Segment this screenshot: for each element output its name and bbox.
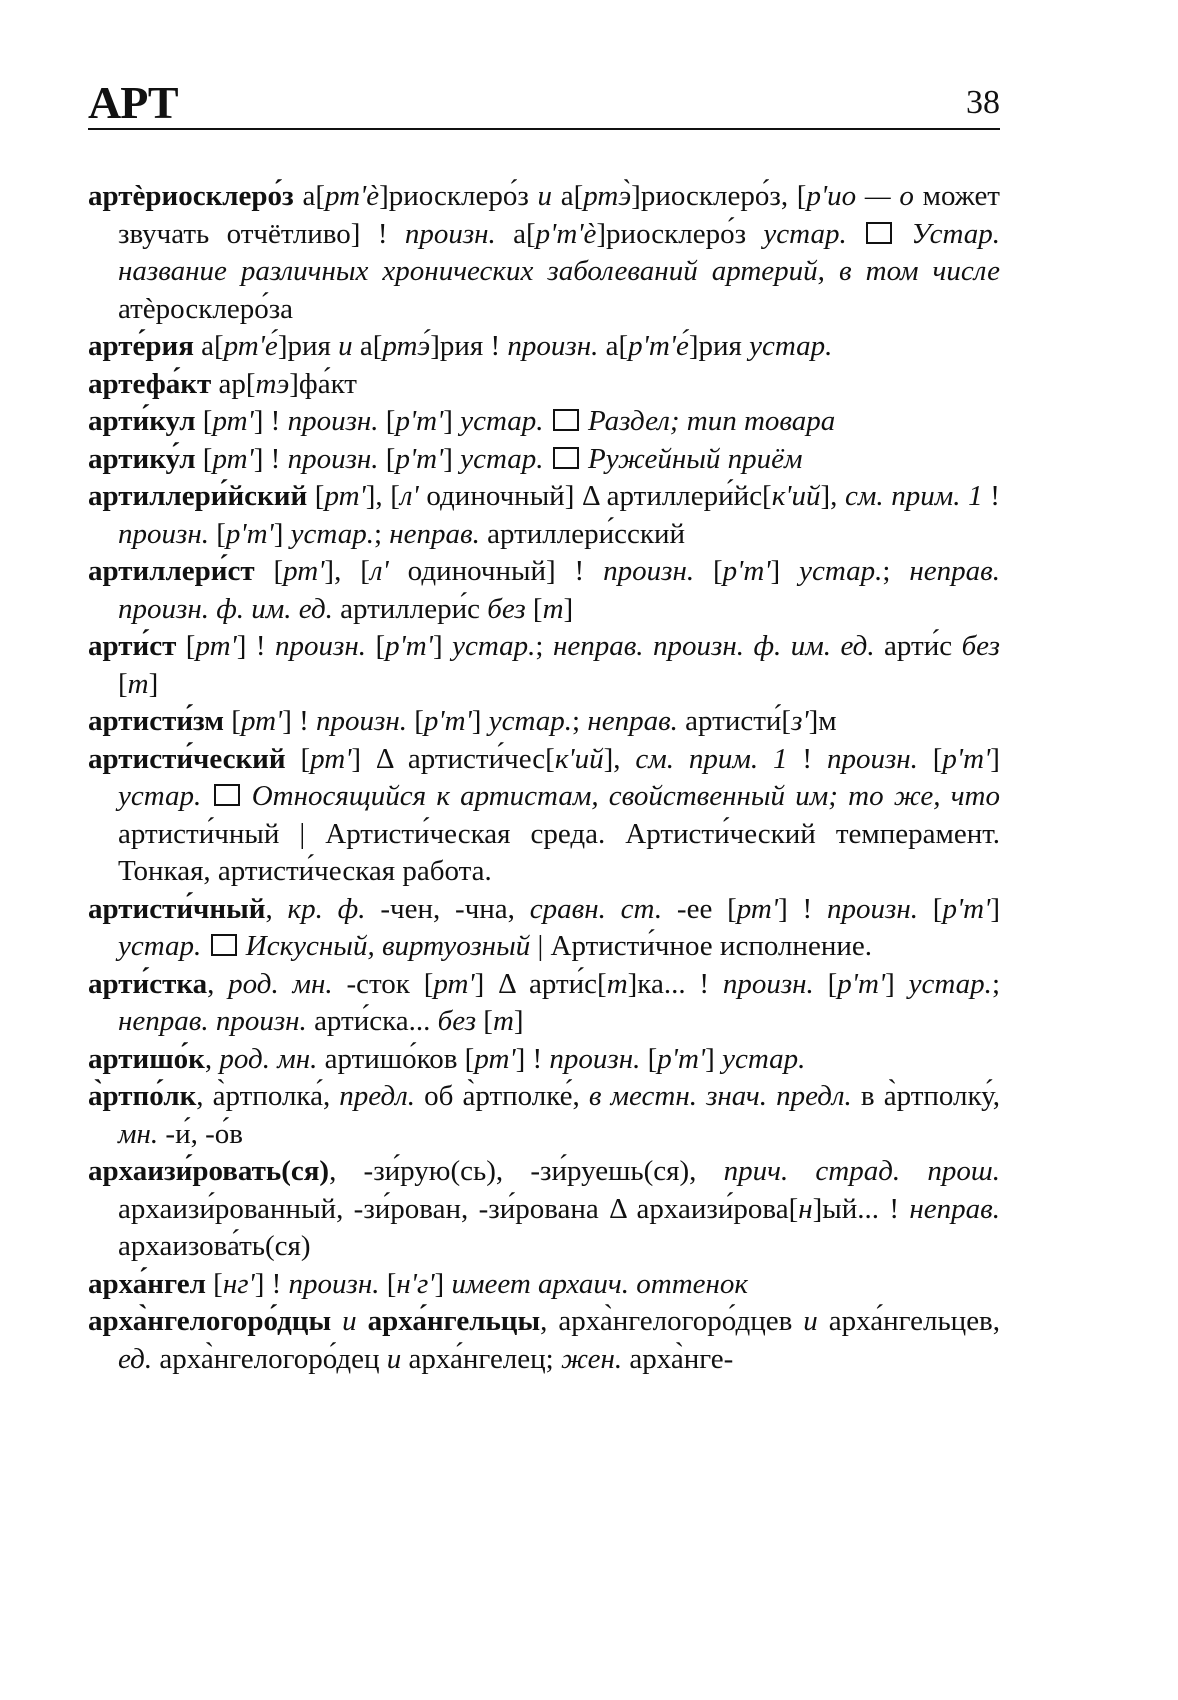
dictionary-entry — [88, 328, 1000, 366]
italic-label: и — [338, 330, 353, 362]
entry-text: об а̀ртполке́, — [415, 1080, 589, 1112]
entry-text: арха́нгелец; — [401, 1342, 561, 1375]
italic-label: произн. — [507, 330, 599, 362]
entry-text: в а̀ртполку́, — [851, 1080, 1001, 1112]
headword: а̀ртпо́лк — [88, 1080, 197, 1112]
entry-text: -ее [ — [662, 892, 737, 925]
italic-label: Ружейный приём — [588, 442, 803, 475]
entry-text: ]рия — [688, 330, 750, 362]
entry-text: ], — [820, 480, 846, 512]
entry-text: [ — [917, 742, 943, 775]
entry-text: ] — [885, 967, 909, 1000]
dictionary-entry — [88, 553, 1000, 628]
dictionary-entry — [88, 1303, 1000, 1378]
italic-label: устар. — [908, 967, 992, 1000]
italic-label: рт' — [310, 742, 352, 775]
entry-text: [ — [224, 705, 241, 737]
entry-text: арха́нгельцы — [367, 1305, 541, 1337]
entry-text: [ — [917, 892, 943, 925]
italic-label: р'т' — [225, 517, 274, 550]
entry-text: атѐросклеро́за — [118, 292, 294, 325]
entry-text: [ — [195, 405, 213, 437]
italic-label: кр. ф. — [287, 892, 366, 925]
italic-label: тэ — [255, 367, 290, 400]
entry-text: а[ — [352, 330, 383, 362]
italic-label: рт' — [212, 442, 254, 475]
entry-text: ] ! — [515, 1042, 550, 1075]
entry-text: ] — [705, 1042, 723, 1075]
italic-label: нг' — [222, 1267, 255, 1300]
italic-label: Искусный, виртуозный — [245, 930, 531, 962]
entry-text: [ — [254, 555, 284, 587]
italic-label: Устар. название различных хронических заболеваний артерий, в том числе — [118, 217, 1000, 287]
entry-text: артиллери́сский — [479, 517, 686, 550]
entry-text: ] — [513, 1005, 524, 1037]
italic-label: без — [437, 1005, 477, 1037]
entry-text: ]рия — [277, 330, 339, 362]
entry-text: архаизи́рованный, -зи́рован, -зи́рована Δ архаизи́рова[ — [118, 1192, 799, 1225]
italic-label: рт' — [240, 705, 283, 737]
entry-text: ] — [148, 667, 159, 700]
italic-label: сравн. ст. — [529, 892, 663, 925]
italic-label: ртэ́ — [382, 330, 431, 362]
entry-text: а[ — [293, 180, 325, 212]
entry-text: ]риосклеро́з — [596, 217, 764, 250]
headword: арха̀нгелогоро́дцы — [88, 1305, 332, 1337]
entry-text: одиночный] Δ артиллери́йс[ — [418, 480, 772, 512]
entry-text: , — [265, 892, 288, 925]
page-number: 38 — [966, 84, 1000, 121]
italic-label: устар. — [460, 405, 544, 437]
entry-text: ]риосклеро́з, [ — [631, 180, 807, 212]
entry-text: -чен, -чна, — [365, 892, 530, 925]
entry-text: [ — [365, 630, 386, 662]
entry-text: арха́нгельцев, — [817, 1305, 1001, 1337]
italic-label: род. мн. — [228, 967, 333, 1000]
italic-label: т — [127, 667, 149, 700]
entry-text: ; — [373, 517, 390, 550]
dictionary-entry — [88, 478, 1000, 553]
italic-label: р'т'ѐ — [535, 217, 597, 250]
entry-text: [ — [379, 1267, 397, 1300]
entry-text: одиночный] ! — [388, 555, 604, 587]
italic-label: произн. — [404, 217, 496, 250]
italic-label: произн. — [316, 705, 407, 737]
entry-text: ]фа́кт — [289, 367, 357, 400]
entry-text: , а̀ртполка́, — [196, 1080, 340, 1112]
italic-label: устар. — [488, 705, 572, 737]
italic-label: неправ. — [909, 1192, 1000, 1225]
headword: арти́стка — [88, 967, 208, 1000]
entry-text: а[ — [598, 330, 629, 362]
italic-label: без — [487, 592, 526, 625]
entry-text: ] Δ арти́с[ — [474, 967, 607, 1000]
entry-text: [ — [195, 442, 213, 475]
italic-label: см. прим. 1 — [845, 480, 983, 512]
italic-label: произн. — [603, 555, 695, 587]
italic-label: произн. — [275, 630, 366, 662]
italic-label: т — [492, 1005, 514, 1037]
dictionary-entry — [88, 1041, 1000, 1079]
entry-text: ] ! — [254, 1267, 289, 1300]
entry-text: а[ — [495, 217, 536, 250]
italic-label: и — [386, 1342, 402, 1375]
italic-label: имеет архаич. оттенок — [451, 1267, 748, 1300]
italic-label: н'г' — [396, 1267, 435, 1300]
italic-label: в местн. знач. предл. — [588, 1080, 852, 1112]
entry-text: ; — [535, 630, 553, 662]
entry-text: арха̀нгелогоро́дец — [152, 1342, 387, 1375]
italic-label: р'т' — [722, 555, 771, 587]
entry-text: ] — [273, 517, 291, 550]
italic-label: рт'ѐ — [324, 180, 380, 212]
dictionary-entry — [88, 966, 1000, 1041]
entry-text: ]ка... ! — [627, 967, 723, 1000]
italic-label: неправ. произн. ф. им. ед. — [118, 555, 1000, 625]
dictionary-entry — [88, 441, 1000, 479]
entry-text: ], [ — [365, 480, 400, 512]
entry-text: [ — [640, 1042, 658, 1075]
italic-label: и — [537, 180, 553, 212]
italic-label: рт' — [283, 555, 325, 587]
italic-label: неправ. произн. ф. им. ед. — [552, 630, 875, 662]
italic-label: род. мн. — [219, 1042, 318, 1075]
entry-text: ; — [572, 705, 588, 737]
headword: арха́нгел — [88, 1267, 206, 1300]
entry-text: ] — [770, 555, 800, 587]
italic-label: Относящийся к артистам, свойственный им; то же, что — [251, 780, 1001, 812]
italic-label: устар. — [460, 442, 544, 475]
headword: артисти́ческий — [88, 742, 286, 775]
entry-text: -и́, -о́в — [158, 1117, 243, 1150]
italic-label: рт'е́ — [223, 330, 278, 362]
headword: архаизи́ровать(ся) — [88, 1155, 330, 1187]
italic-label: произн. — [288, 1267, 380, 1300]
entry-text: [ — [378, 405, 396, 437]
italic-label: устар. — [722, 1042, 806, 1075]
entry-text: [ — [176, 630, 196, 662]
italic-label: р'т' — [657, 1042, 706, 1075]
entry-text: , арха̀нгелогоро́дцев — [540, 1305, 804, 1337]
entry-text: ] — [563, 592, 574, 625]
guide-word: АРТ — [88, 77, 178, 128]
italic-label: предл. — [339, 1080, 416, 1112]
entry-text: ], [ — [324, 555, 370, 587]
headword: арти́ст — [88, 630, 177, 662]
entry-text: а[ — [193, 330, 224, 362]
italic-label: устар. — [763, 217, 847, 250]
dictionary-entry — [88, 741, 1000, 891]
italic-label: произн. — [722, 967, 814, 1000]
entry-text: ] — [443, 405, 461, 437]
italic-label: рт' — [736, 892, 779, 925]
entry-text: [ — [813, 967, 838, 1000]
entry-text: , -зи́рую(сь), -зи́руешь(ся), — [329, 1155, 724, 1187]
entry-text: [ — [208, 517, 226, 550]
italic-label: рт' — [433, 967, 475, 1000]
italic-label: произн. — [287, 405, 379, 437]
dictionary-entry — [88, 628, 1000, 703]
italic-label: неправ. произн. — [118, 1005, 307, 1037]
entry-text: ], — [603, 742, 636, 775]
dictionary-entry — [88, 1266, 1000, 1304]
italic-label: без — [961, 630, 1000, 662]
entry-text: ] — [434, 1267, 452, 1300]
italic-label: произн. — [287, 442, 379, 475]
italic-label: рт' — [195, 630, 237, 662]
italic-label: р'т' — [837, 967, 886, 1000]
entry-text: ; — [991, 967, 1000, 1000]
italic-label: р'т' — [395, 405, 444, 437]
entry-text: ] ! — [282, 705, 317, 737]
entry-text: [ — [285, 742, 311, 775]
entry-text: ар[ — [211, 367, 256, 400]
definition-box-icon — [866, 222, 892, 244]
entry-text: [ — [205, 1267, 223, 1300]
italic-label: л' — [369, 555, 389, 587]
entry-text: ] — [443, 442, 461, 475]
headword: артѐриосклеро́з — [88, 180, 294, 212]
entry-text: артисти́[ — [677, 705, 792, 737]
entry-text: ] — [471, 705, 489, 737]
italic-label: прич. страд. прош. — [723, 1155, 1000, 1187]
headword: арти́кул — [88, 405, 196, 437]
entry-text: арха̀нге- — [622, 1342, 734, 1375]
italic-label: устар. — [290, 517, 374, 550]
italic-label: произн. — [826, 742, 918, 775]
header-rule — [88, 128, 1000, 130]
italic-label: ед. — [118, 1342, 153, 1375]
headword: артисти́чный — [88, 892, 266, 925]
italic-label: устар. — [749, 330, 833, 362]
italic-label: и — [331, 1305, 368, 1337]
entry-text: ] ! — [236, 630, 276, 662]
entry-text: арти́с — [874, 630, 962, 662]
italic-label: к'ий — [771, 480, 821, 512]
italic-label: и — [803, 1305, 818, 1337]
italic-label: т — [542, 592, 564, 625]
headword: арте́рия — [88, 330, 194, 362]
entry-text: ! — [787, 742, 827, 775]
dictionary-entries — [88, 178, 1000, 1378]
entry-text: , — [204, 1042, 220, 1075]
dictionary-entry — [88, 1153, 1000, 1266]
entry-text: ; — [882, 555, 910, 587]
italic-label: произн. — [118, 517, 209, 550]
italic-label: н — [798, 1192, 813, 1225]
entry-text: -сток [ — [332, 967, 434, 1000]
italic-label: неправ. — [389, 517, 480, 550]
entry-text: арти́ска... — [306, 1005, 438, 1037]
entry-text: а[ — [552, 180, 584, 212]
headword: артефа́кт — [88, 367, 212, 400]
italic-label: устар. — [799, 555, 883, 587]
dictionary-entry — [88, 891, 1000, 966]
headword: артиллери́йский — [88, 480, 308, 512]
definition-box-icon — [553, 409, 579, 431]
italic-label: Раздел; тип товара — [588, 405, 836, 437]
entry-text: ] Δ артисти́чес[ — [351, 742, 555, 775]
dictionary-entry — [88, 1078, 1000, 1153]
definition-box-icon — [211, 934, 237, 956]
entry-text: ] — [990, 892, 1000, 925]
entry-text: [ — [407, 705, 424, 737]
entry-text: ] ! — [253, 442, 288, 475]
italic-label: р'т' — [942, 742, 991, 775]
dictionary-entry — [88, 366, 1000, 404]
italic-label: рт' — [324, 480, 366, 512]
headword: артиллери́ст — [88, 555, 255, 587]
entry-text: [ — [694, 555, 723, 587]
entry-text: ! — [982, 480, 1000, 512]
italic-label: ртэ̀ — [583, 180, 632, 212]
italic-label: рт' — [474, 1042, 516, 1075]
entry-text: ]м — [808, 705, 837, 737]
entry-text: ]риосклеро́з — [379, 180, 538, 212]
italic-label: т — [606, 967, 628, 1000]
italic-label: см. прим. 1 — [635, 742, 788, 775]
entry-text: ] — [432, 630, 453, 662]
entry-text: архаизова́ть(ся) — [118, 1230, 311, 1262]
entry-text: [ — [476, 1005, 493, 1037]
entry-text: | Артисти́чное исполнение. — [530, 930, 872, 962]
entry-text: артишо́ков [ — [317, 1042, 475, 1075]
italic-label: неправ. — [587, 705, 678, 737]
italic-label: устар. — [118, 930, 202, 962]
italic-label: р'ио — о — [806, 180, 914, 212]
entry-text: ] ! — [253, 405, 288, 437]
dictionary-entry — [88, 178, 1000, 328]
entry-text: [ — [307, 480, 325, 512]
headword: артишо́к — [88, 1042, 205, 1075]
italic-label: к'ий — [554, 742, 604, 775]
definition-box-icon — [553, 447, 579, 469]
entry-text: ] — [990, 742, 1000, 775]
entry-text: ] ! — [778, 892, 828, 925]
entry-text: может звучать отчётливо] ! — [118, 180, 1000, 250]
headword: артику́л — [88, 442, 196, 475]
definition-box-icon — [214, 784, 240, 806]
italic-label: устар. — [452, 630, 536, 662]
italic-label: з' — [791, 705, 809, 737]
italic-label: произн. — [827, 892, 918, 925]
headword: артисти́зм — [88, 705, 225, 737]
italic-label: л' — [399, 480, 419, 512]
entry-text: [ — [378, 442, 396, 475]
entry-text: , — [207, 967, 229, 1000]
italic-label: произн. — [549, 1042, 641, 1075]
entry-text: [ — [525, 592, 543, 625]
italic-label: р'т' — [942, 892, 991, 925]
entry-text: артисти́чный | Артисти́ческая среда. Артисти́ческий темперамент. Тонкая, артисти́ческая работа. — [118, 817, 1000, 887]
italic-label: устар. — [118, 780, 202, 812]
italic-label: р'т' — [385, 630, 433, 662]
italic-label: рт' — [212, 405, 254, 437]
entry-text: [ — [118, 667, 128, 700]
entry-text: ]ый... ! — [812, 1192, 910, 1225]
dictionary-entry — [88, 403, 1000, 441]
dictionary-entry — [88, 703, 1000, 741]
entry-text: артиллери́с — [332, 592, 488, 625]
italic-label: р'т' — [395, 442, 444, 475]
italic-label: р'т'е́ — [628, 330, 689, 362]
running-header — [88, 72, 1000, 132]
entry-text: ]рия ! — [430, 330, 508, 362]
italic-label: р'т' — [423, 705, 472, 737]
italic-label: мн. — [118, 1117, 159, 1150]
italic-label: жен. — [560, 1342, 623, 1375]
